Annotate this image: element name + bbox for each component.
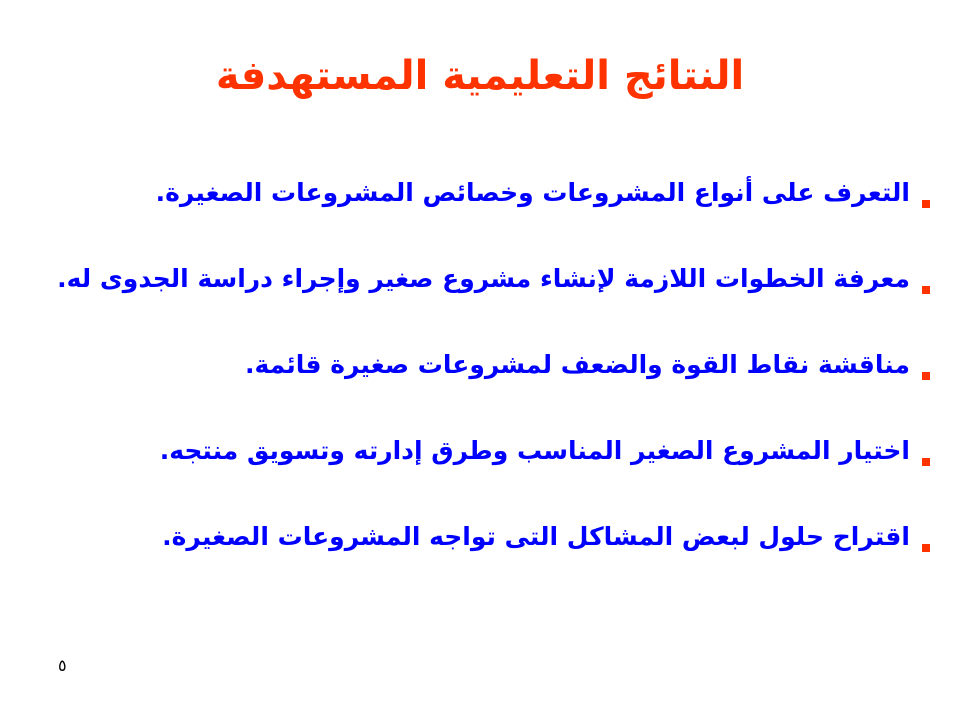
list-item: [20, 172, 930, 258]
square-bullet-icon: [922, 458, 930, 466]
square-bullet-icon: [922, 372, 930, 380]
objectives-list: [20, 172, 930, 602]
square-bullet-icon: [922, 544, 930, 552]
page-number: ٥: [58, 656, 67, 675]
square-bullet-icon: [922, 286, 930, 294]
list-item: [20, 258, 930, 344]
bullet-text: اختيار المشروع الصغير المناسب وطرق إدارته وتسويق منتجه.: [159, 436, 910, 465]
list-item: [20, 430, 930, 516]
bullet-text: معرفة الخطوات اللازمة لإنشاء مشروع صغير وإجراء دراسة الجدوى له.: [57, 264, 910, 293]
bullet-text: اقتراح حلول لبعض المشاكل التى تواجه المشروعات الصغيرة.: [162, 522, 910, 551]
list-item: [20, 516, 930, 602]
list-item: [20, 344, 930, 430]
square-bullet-icon: [922, 200, 930, 208]
bullet-text: التعرف على أنواع المشروعات وخصائص المشروعات الصغيرة.: [155, 178, 910, 207]
slide-title: النتائج التعليمية المستهدفة: [215, 53, 745, 99]
bullet-text: مناقشة نقاط القوة والضعف لمشروعات صغيرة قائمة.: [244, 350, 910, 379]
